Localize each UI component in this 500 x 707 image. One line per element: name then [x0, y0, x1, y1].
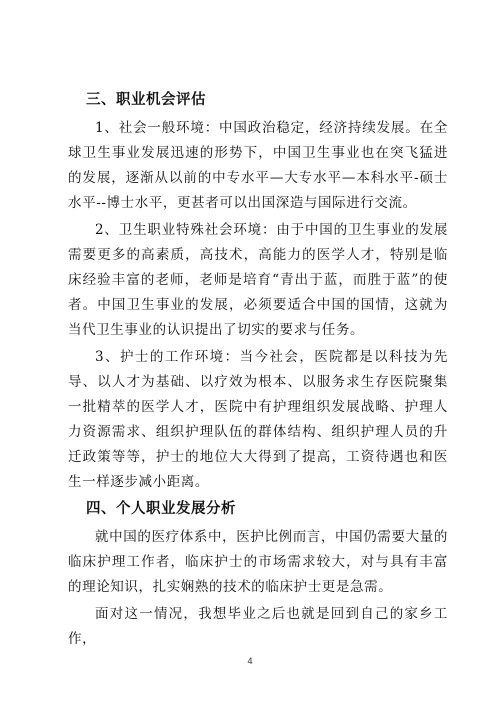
paragraph-medical-system: 就中国的医疗体系中，医护比例而言，中国仍需要大量的临床护理工作者，临床护士的市场需求较大，对与具有丰富的理论知识，扎实娴熟的技术的临床护士更是急需。 [68, 529, 448, 595]
paragraph-plan-after-graduation: 面对这一情况，我想毕业之后也就是回到自己的家乡工作， [68, 606, 448, 647]
section-heading-career-opportunity: 三、职业机会评估 [86, 91, 206, 108]
document-body [68, 88, 448, 652]
paragraph-social-environment: 1、社会一般环境：中国政治稳定，经济持续发展。在全球卫生事业发展迅速的形势下，中国卫生事业也在突飞猛进的发展，逐渐从以前的中专水平—大专水平—本科水平-硕士水平--博士水平，更甚者可以出国深造与国际进行交流。 [68, 120, 448, 211]
paragraph-health-profession-environment: 2、卫生职业特殊社会环境：由于中国的卫生事业的发展需要更多的高素质，高技术，高能力的医学人才，特别是临床经验丰富的老师，老师是培育“青出于蓝，而胜于蓝”的使者。中国卫生事业的发展，必须要适合中国的国情，这就为当代卫生事业的认识提出了切实的要求与任务。 [68, 222, 448, 338]
page-number: 4 [247, 656, 253, 666]
section-heading-personal-development: 四、个人职业发展分析 [86, 500, 236, 517]
paragraph-nurse-work-environment: 3、护士的工作环境：当今社会，医院都是以科技为先导、以人才为基础、以疗效为根本、以服务求生存医院聚集一批精萃的医学人才，医院中有护理组织发展战略、护理人力资源需求、组织护理队伍的群体结构、组织护理人员的升迁政策等等，护士的地位大大得到了提高，工资待遇也和医生一样逐步减小距离。 [68, 349, 448, 490]
